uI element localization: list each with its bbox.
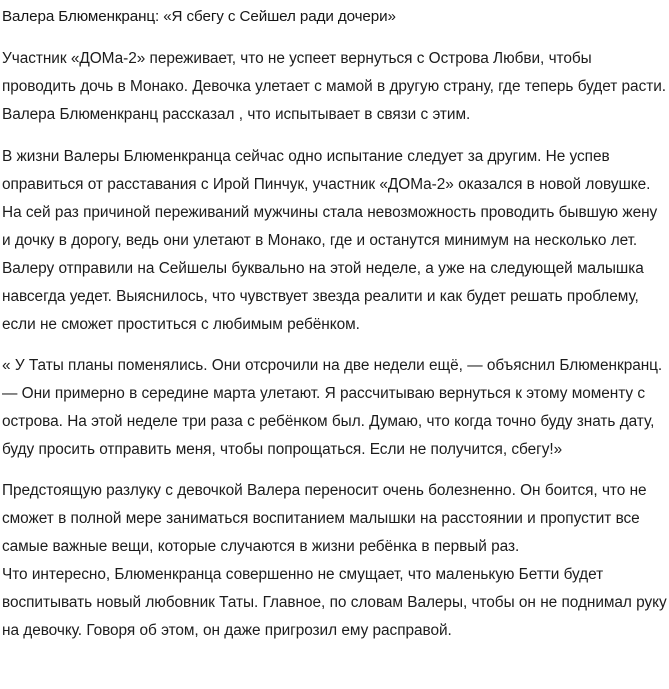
- spacer-after-headline: [2, 31, 667, 45]
- article-paragraph-lead: Участник «ДОМа-2» переживает, что не успеет вернуться с Острова Любви, чтобы проводить дочь в Монако. Девочка улетает с мамой в другую страну, где теперь будет расти. Валера Блюменкранц рассказал , что испытывает в связи с этим.: [2, 50, 666, 123]
- spacer-3: [2, 464, 667, 477]
- article-paragraph-body-2: Предстоящую разлуку с девочкой Валера переносит очень болезненно. Он боится, что не сможет в полной мере заниматься воспитанием малышки на расстоянии и пропустит все самые важные вещи, которые случаются в жизни ребёнка в первый раз.: [2, 482, 647, 555]
- spacer-1: [2, 129, 667, 143]
- article-paragraph-quote: « У Таты планы поменялись. Они отсрочили на две недели ещё, — объяснил Блюменкранц. — Они примерно в середине марта улетают. Я рассчитываю вернуться к этому моменту с острова. На этой неделе три раза с ребёнком был. Думаю, что когда точно буду знать дату, буду просить отправить меня, чтобы попрощаться. Если не получится, сбегу!»: [2, 357, 663, 458]
- article-paragraph-body-3: Что интересно, Блюменкранца совершенно не смущает, что маленькую Бетти будет воспитывать новый любовник Таты. Главное, по словам Валеры, чтобы он не поднимал руку на девочку. Говоря об этом, он даже пригрозил ему расправой.: [2, 566, 667, 639]
- article-headline: Валера Блюменкранц: «Я сбегу с Сейшел ради дочери»: [2, 8, 396, 25]
- article-paragraph-body-1: В жизни Валеры Блюменкранца сейчас одно испытание следует за другим. Не успев оправиться от расставания с Ирой Пинчук, участник «ДОМа-2» оказался в новой ловушке. На сей раз причиной переживаний мужчины стала невозможность проводить бывшую жену и дочку в дорогу, ведь они улетают в Монако, где и останутся минимум на несколько лет. Валеру отправили на Сейшелы буквально на этой неделе, а уже на следующей малышка навсегда уедет. Выяснилось, что чувствует звезда реалити и как будет решать проблему, если не сможет проститься с любимым ребёнком.: [2, 148, 658, 333]
- spacer-2: [2, 339, 667, 352]
